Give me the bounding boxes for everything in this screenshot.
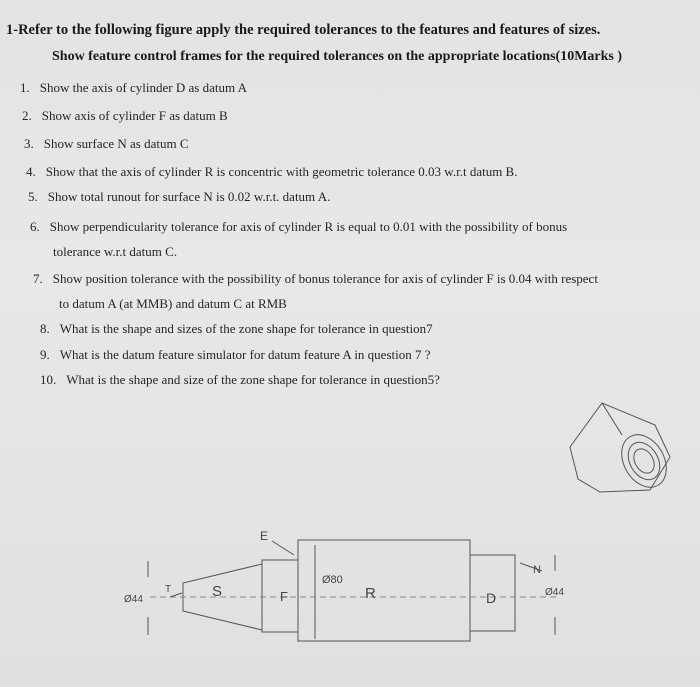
question-number: 2. xyxy=(22,108,32,123)
label-r: R xyxy=(365,585,376,602)
label-f: F xyxy=(280,589,288,604)
question-number: 9. xyxy=(40,347,50,362)
question-number: 4. xyxy=(26,164,36,179)
question-5 xyxy=(28,189,330,205)
question-3 xyxy=(24,136,189,152)
question-text: What is the shape and sizes of the zone shape for tolerance in question7 xyxy=(59,321,433,336)
question-7 xyxy=(33,271,598,287)
question-text: Show position tolerance with the possibility of bonus tolerance for axis of cylinder F is 0.04 with respect xyxy=(52,271,598,286)
question-number: 1. xyxy=(20,80,30,95)
label-t: T xyxy=(165,584,172,595)
question-1 xyxy=(20,80,247,96)
question-7-continuation: to datum A (at MMB) and datum C at RMB xyxy=(59,296,287,311)
question-4 xyxy=(26,164,517,180)
question-text: Show total runout for surface N is 0.02 w.r.t. datum A. xyxy=(47,189,331,204)
question-text: Show that the axis of cylinder R is concentric with geometric tolerance 0.03 w.r.t datum B. xyxy=(45,164,518,179)
isometric-view xyxy=(570,403,675,495)
question-6-continuation: tolerance w.r.t datum C. xyxy=(53,244,178,259)
label-n: N xyxy=(533,564,541,576)
question-text: What is the datum feature simulator for datum feature A in question 7 ? xyxy=(59,347,431,362)
question-text: Show perpendicularity tolerance for axis of cylinder R is equal to 0.01 with the possibility of bonus xyxy=(49,219,568,234)
question-text: What is the shape and size of the zone shape for tolerance in question5? xyxy=(66,372,440,387)
label-d: D xyxy=(486,590,497,606)
label-diameter-80: Ø80 xyxy=(322,574,343,586)
question-6 xyxy=(30,219,567,235)
problem-instructions: Show feature control frames for the required tolerances on the appropriate locations(10Marks ) xyxy=(52,49,623,64)
question-10 xyxy=(40,372,440,388)
drawing-labels xyxy=(124,529,564,606)
label-diameter-44-right: Ø44 xyxy=(545,587,564,598)
question-number: 7. xyxy=(33,271,43,286)
problem-title: 1-Refer to the following figure apply the required tolerances to the features and features of sizes. xyxy=(6,22,601,38)
label-s: S xyxy=(212,583,223,600)
question-number: 8. xyxy=(40,321,50,336)
question-number: 3. xyxy=(24,136,34,151)
question-8 xyxy=(40,321,433,337)
shaft-profile xyxy=(148,540,560,641)
question-2 xyxy=(22,108,228,124)
question-text: Show the axis of cylinder D as datum A xyxy=(39,80,247,95)
question-number: 10. xyxy=(40,372,57,387)
question-number: 6. xyxy=(30,219,40,234)
label-e: E xyxy=(260,529,269,543)
question-text: Show axis of cylinder F as datum B xyxy=(41,108,228,123)
question-9 xyxy=(40,347,431,363)
question-text: Show surface N as datum C xyxy=(43,136,189,151)
label-diameter-44-left: Ø44 xyxy=(124,594,143,605)
question-number: 5. xyxy=(28,189,38,204)
part-drawing xyxy=(0,395,700,687)
